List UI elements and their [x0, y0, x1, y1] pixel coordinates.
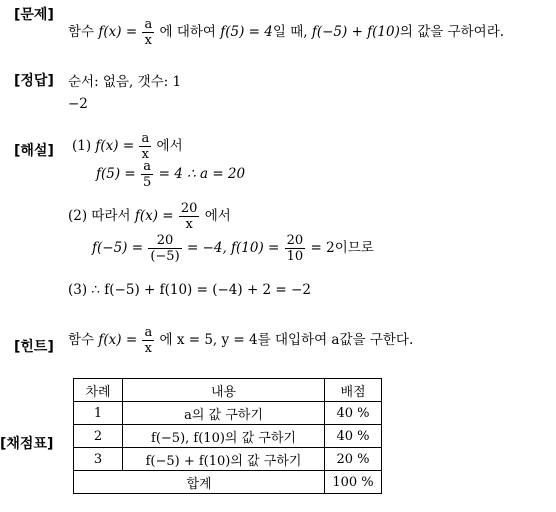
question-tag: [문제] — [14, 7, 54, 23]
hint-tag: [힌트] — [14, 339, 54, 355]
explanation-step2b: f(−5) = $\frac{20}{(-5)}$ = −4, f(10) = $\frac{20}{10}$ = 2이므로 — [92, 233, 374, 264]
step2-fraction: $\frac{20}{x}$ — [180, 201, 198, 232]
table-row — [74, 402, 382, 425]
step2b-fraction-2: $\frac{20}{10}$ — [286, 233, 304, 264]
question-prefix: 함수 — [68, 24, 95, 40]
rubric-row-no: 2 — [74, 425, 123, 448]
hint-text: 함수 f(x) = $\frac{a}{x}$ 에 x = 5, y = 4를 대입하여 a값을 구한다. — [68, 325, 414, 356]
question-text — [68, 18, 504, 47]
rubric-row-no: 1 — [74, 402, 123, 425]
rubric-row-no: 3 — [74, 448, 123, 471]
answer-meta: 순서: 없음, 갯수: 1 — [68, 74, 182, 90]
rubric-row-score: 40 % — [325, 402, 382, 425]
answer-tag: [정답] — [14, 73, 54, 89]
rubric-total-label: 합계 — [74, 471, 325, 494]
question-fraction: $\frac{a}{x}$ — [144, 17, 153, 48]
rubric-header-no: 차례 — [74, 379, 123, 402]
table-row — [74, 448, 382, 471]
rubric-total-score: 100 % — [325, 471, 382, 494]
question-expression: f(−5) + f(10) — [311, 24, 400, 40]
explanation-step1b: f(5) = $\frac{a}{5}$ = 4 ∴ a = 20 — [96, 159, 246, 190]
step1b-fraction: $\frac{a}{5}$ — [143, 159, 152, 190]
answer-value: −2 — [68, 96, 88, 112]
explanation-tag: [해설] — [14, 143, 54, 159]
explanation-step1: (1) f(x) = $\frac{a}{x}$ 에서 — [72, 131, 183, 162]
rubric-row-score: 40 % — [325, 425, 382, 448]
question-mid: 에 대하여 — [159, 24, 216, 40]
explanation-step3: (3) ∴ f(−5) + f(10) = (−4) + 2 = −2 — [68, 282, 311, 298]
rubric-row-content: f(−5), f(10)의 값 구하기 — [123, 425, 325, 448]
explanation-step2: (2) 따라서 f(x) = $\frac{20}{x}$ 에서 — [68, 201, 231, 232]
hint-fraction: $\frac{a}{x}$ — [144, 325, 153, 356]
rubric-row-content: f(−5) + f(10)의 값 구하기 — [123, 448, 325, 471]
step1-fraction: $\frac{a}{x}$ — [141, 131, 150, 162]
rubric-header-content: 내용 — [123, 379, 325, 402]
rubric-table — [73, 378, 382, 494]
step2b-fraction-1: $\frac{20}{(-5)}$ — [150, 233, 180, 264]
rubric-tag: [채점표] — [0, 436, 54, 452]
rubric-total-row — [74, 471, 382, 494]
table-row — [74, 425, 382, 448]
rubric-row-content: a의 값 구하기 — [123, 402, 325, 425]
rubric-header-row — [74, 379, 382, 402]
rubric-header-score: 배점 — [325, 379, 382, 402]
question-suffix: 의 값을 구하여라. — [399, 24, 505, 40]
question-condition: f(5) = 4 — [220, 24, 273, 40]
question-func: f(x) = — [98, 24, 138, 40]
rubric-row-score: 20 % — [325, 448, 382, 471]
question-mid2: 일 때, — [272, 24, 308, 40]
